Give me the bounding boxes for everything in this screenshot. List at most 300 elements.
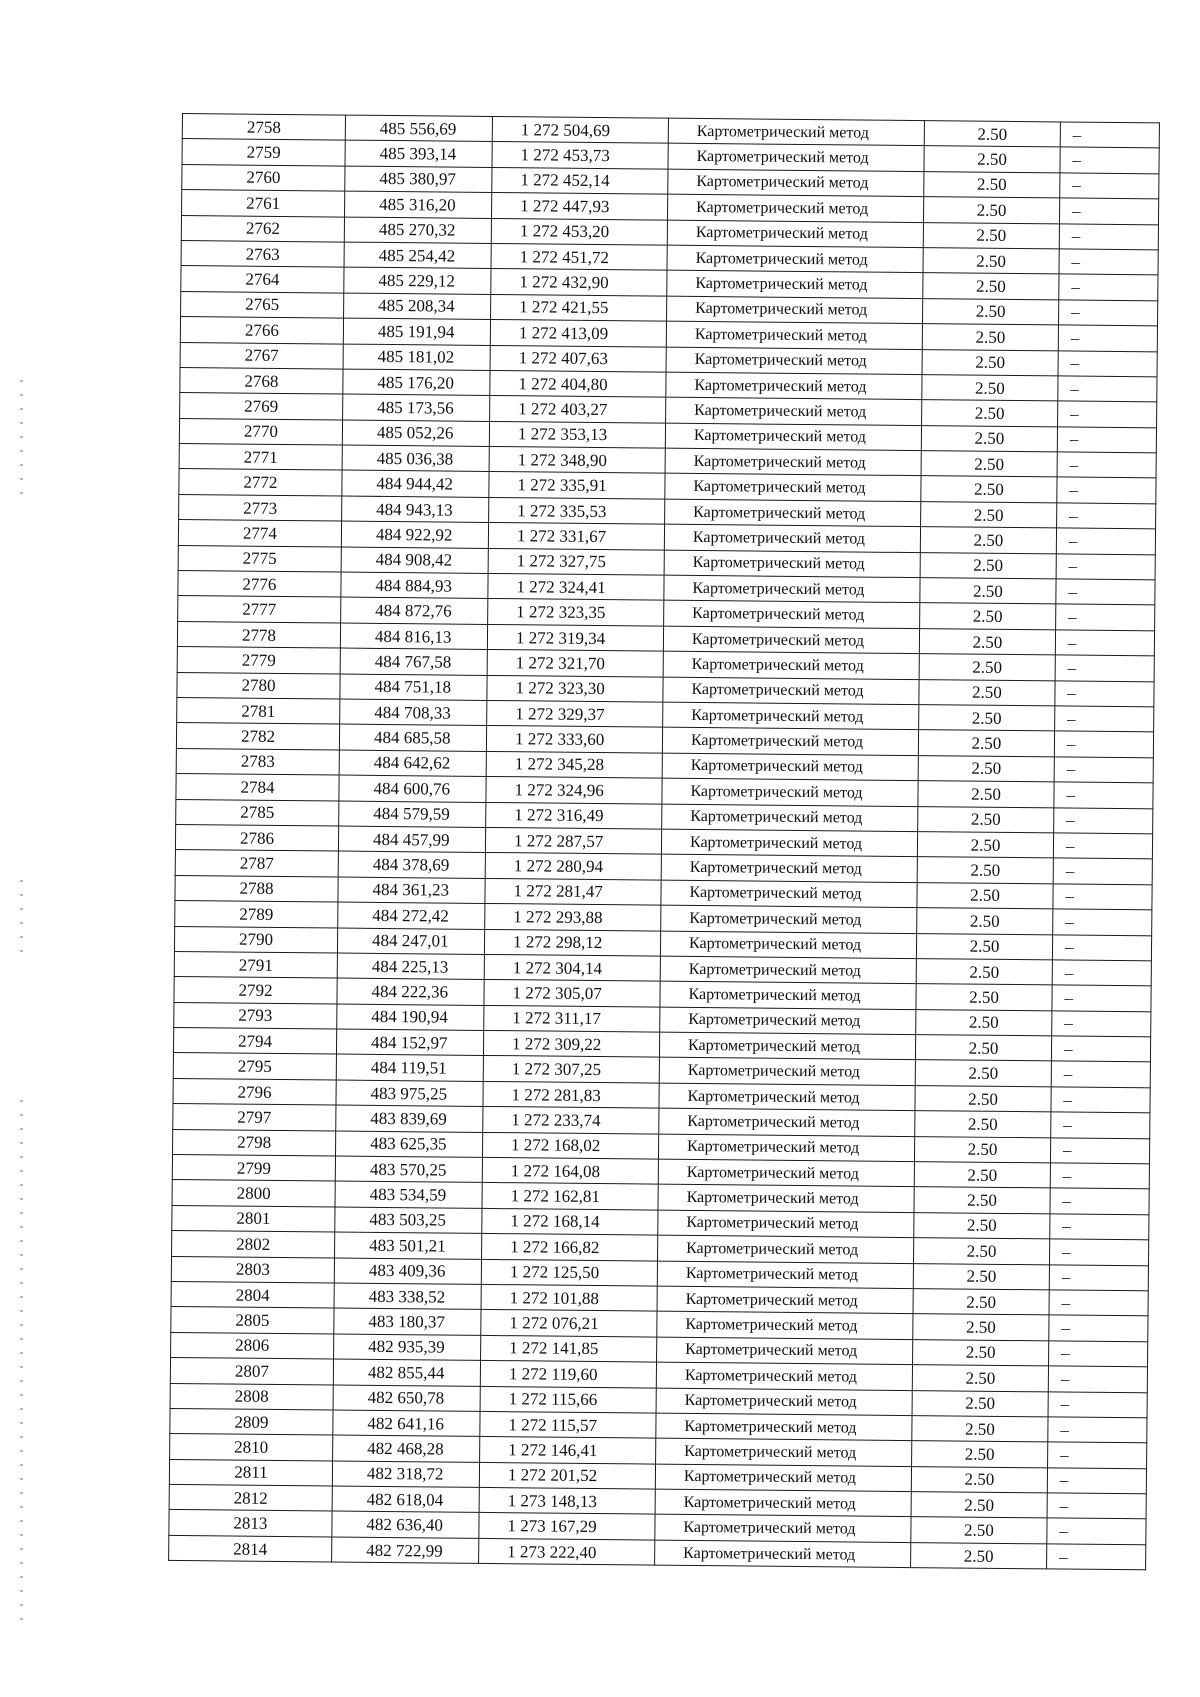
method-cell: Картометрический метод — [666, 372, 922, 400]
method-cell: Картометрический метод — [657, 1286, 913, 1314]
x-coordinate-cell: 483 975,25 — [336, 1080, 483, 1107]
point-number-cell: 2776 — [178, 571, 341, 598]
x-coordinate-cell: 482 618,04 — [332, 1486, 479, 1513]
note-cell: – — [1059, 249, 1158, 275]
method-cell: Картометрический метод — [668, 169, 924, 197]
accuracy-cell: 2.50 — [921, 476, 1057, 503]
x-coordinate-cell: 484 247,01 — [337, 928, 484, 955]
y-coordinate-cell: 1 272 319,34 — [487, 624, 663, 651]
method-cell: Картометрический метод — [659, 1058, 915, 1086]
point-number-cell: 2789 — [175, 901, 338, 928]
y-coordinate-cell: 1 272 447,93 — [492, 193, 668, 220]
method-cell: Картометрический метод — [668, 118, 924, 146]
point-number-cell: 2772 — [179, 469, 342, 496]
y-coordinate-cell: 1 272 345,28 — [486, 751, 662, 778]
x-coordinate-cell: 484 884,93 — [341, 572, 488, 599]
point-number-cell: 2808 — [170, 1383, 333, 1410]
point-number-cell: 2811 — [169, 1459, 332, 1486]
y-coordinate-cell: 1 272 421,55 — [491, 294, 667, 321]
note-cell: – — [1055, 655, 1154, 681]
note-cell: – — [1055, 630, 1154, 656]
x-coordinate-cell: 483 180,37 — [334, 1308, 481, 1335]
method-cell: Картометрический метод — [662, 804, 918, 832]
accuracy-cell: 2.50 — [917, 882, 1053, 909]
method-cell: Картометрический метод — [658, 1159, 914, 1187]
point-number-cell: 2807 — [170, 1358, 333, 1385]
y-coordinate-cell: 1 272 335,91 — [489, 472, 665, 499]
x-coordinate-cell: 484 579,59 — [339, 801, 486, 828]
x-coordinate-cell: 485 316,20 — [345, 191, 492, 218]
accuracy-cell: 2.50 — [923, 298, 1059, 325]
accuracy-cell: 2.50 — [914, 1162, 1050, 1189]
x-coordinate-cell: 482 722,99 — [332, 1537, 479, 1564]
x-coordinate-cell: 482 318,72 — [332, 1461, 479, 1488]
method-cell: Картометрический метод — [659, 1108, 915, 1136]
accuracy-cell: 2.50 — [912, 1441, 1048, 1468]
method-cell: Картометрический метод — [667, 245, 923, 273]
method-cell: Картометрический метод — [660, 981, 916, 1009]
point-number-cell: 2792 — [174, 977, 337, 1004]
accuracy-cell: 2.50 — [914, 1187, 1050, 1214]
method-cell: Картометрический метод — [662, 753, 918, 781]
y-coordinate-cell: 1 272 281,83 — [483, 1081, 659, 1108]
method-cell: Картометрический метод — [658, 1134, 914, 1162]
y-coordinate-cell: 1 272 280,94 — [485, 853, 661, 880]
method-cell: Картометрический метод — [658, 1235, 914, 1263]
accuracy-cell: 2.50 — [913, 1289, 1049, 1316]
accuracy-cell: 2.50 — [919, 679, 1055, 706]
accuracy-cell: 2.50 — [915, 1085, 1051, 1112]
x-coordinate-cell: 484 751,18 — [340, 674, 487, 701]
accuracy-cell: 2.50 — [916, 984, 1052, 1011]
note-cell: – — [1051, 1061, 1150, 1087]
y-coordinate-cell: 1 272 233,74 — [483, 1107, 659, 1134]
note-cell: – — [1054, 807, 1153, 833]
note-cell: – — [1060, 147, 1159, 173]
accuracy-cell: 2.50 — [923, 273, 1059, 300]
x-coordinate-cell: 484 152,97 — [336, 1029, 483, 1056]
point-number-cell: 2777 — [178, 596, 341, 623]
note-cell: – — [1057, 427, 1156, 453]
point-number-cell: 2793 — [174, 1002, 337, 1029]
y-coordinate-cell: 1 272 305,07 — [484, 980, 660, 1007]
accuracy-cell: 2.50 — [919, 628, 1055, 655]
accuracy-cell: 2.50 — [918, 806, 1054, 833]
accuracy-cell: 2.50 — [916, 933, 1052, 960]
x-coordinate-cell: 483 570,25 — [335, 1156, 482, 1183]
accuracy-cell: 2.50 — [911, 1542, 1047, 1569]
note-cell: – — [1053, 884, 1152, 910]
note-cell: – — [1048, 1366, 1147, 1392]
point-number-cell: 2775 — [178, 545, 341, 572]
point-number-cell: 2791 — [174, 951, 337, 978]
point-number-cell: 2763 — [181, 240, 344, 267]
accuracy-cell: 2.50 — [915, 1111, 1051, 1138]
accuracy-cell: 2.50 — [921, 425, 1057, 452]
accuracy-cell: 2.50 — [924, 121, 1060, 148]
point-number-cell: 2814 — [169, 1535, 332, 1562]
y-coordinate-cell: 1 272 115,57 — [480, 1411, 656, 1438]
point-number-cell: 2780 — [177, 672, 340, 699]
accuracy-cell: 2.50 — [919, 654, 1055, 681]
method-cell: Картометрический метод — [657, 1311, 913, 1339]
point-number-cell: 2766 — [180, 317, 343, 344]
method-cell: Картометрический метод — [659, 1032, 915, 1060]
x-coordinate-cell: 485 052,26 — [342, 420, 489, 447]
point-number-cell: 2785 — [176, 799, 339, 826]
accuracy-cell: 2.50 — [922, 375, 1058, 402]
x-coordinate-cell: 485 393,14 — [345, 140, 492, 167]
x-coordinate-cell: 484 272,42 — [338, 902, 485, 929]
y-coordinate-cell: 1 272 323,30 — [487, 675, 663, 702]
note-cell: – — [1054, 731, 1153, 757]
method-cell: Картометрический метод — [655, 1464, 911, 1492]
point-number-cell: 2800 — [172, 1180, 335, 1207]
accuracy-cell: 2.50 — [922, 349, 1058, 376]
y-coordinate-cell: 1 272 323,35 — [488, 599, 664, 626]
x-coordinate-cell: 484 767,58 — [340, 648, 487, 675]
accuracy-cell: 2.50 — [914, 1212, 1050, 1239]
method-cell: Картометрический метод — [656, 1413, 912, 1441]
point-number-cell: 2765 — [181, 291, 344, 318]
note-cell: – — [1050, 1163, 1149, 1189]
accuracy-cell: 2.50 — [912, 1390, 1048, 1417]
accuracy-cell: 2.50 — [918, 730, 1054, 757]
note-cell: – — [1049, 1290, 1148, 1316]
note-cell: – — [1056, 604, 1155, 630]
accuracy-cell: 2.50 — [919, 705, 1055, 732]
accuracy-cell: 2.50 — [914, 1136, 1050, 1163]
y-coordinate-cell: 1 272 125,50 — [481, 1259, 657, 1286]
accuracy-cell: 2.50 — [911, 1492, 1047, 1519]
accuracy-cell: 2.50 — [917, 832, 1053, 859]
method-cell: Картометрический метод — [660, 956, 916, 984]
accuracy-cell: 2.50 — [918, 755, 1054, 782]
method-cell: Картометрический метод — [663, 702, 919, 730]
note-cell: – — [1055, 681, 1154, 707]
y-coordinate-cell: 1 272 076,21 — [481, 1310, 657, 1337]
x-coordinate-cell: 484 872,76 — [341, 597, 488, 624]
accuracy-cell: 2.50 — [913, 1238, 1049, 1265]
method-cell: Картометрический метод — [656, 1388, 912, 1416]
method-cell: Картометрический метод — [667, 271, 923, 299]
x-coordinate-cell: 485 208,34 — [344, 293, 491, 320]
accuracy-cell: 2.50 — [915, 1060, 1051, 1087]
point-number-cell: 2794 — [173, 1028, 336, 1055]
note-cell: – — [1056, 554, 1155, 580]
y-coordinate-cell: 1 272 321,70 — [487, 650, 663, 677]
point-number-cell: 2806 — [171, 1332, 334, 1359]
accuracy-cell: 2.50 — [923, 222, 1059, 249]
method-cell: Картометрический метод — [660, 1007, 916, 1035]
y-coordinate-cell: 1 272 407,63 — [490, 345, 666, 372]
point-number-cell: 2774 — [178, 520, 341, 547]
y-coordinate-cell: 1 273 222,40 — [479, 1538, 655, 1565]
y-coordinate-cell: 1 272 432,90 — [491, 269, 667, 296]
note-cell: – — [1053, 909, 1152, 935]
method-cell: Картометрический метод — [665, 448, 921, 476]
method-cell: Картометрический метод — [655, 1540, 911, 1568]
point-number-cell: 2761 — [182, 190, 345, 217]
method-cell: Картометрический метод — [663, 626, 919, 654]
y-coordinate-cell: 1 272 304,14 — [484, 954, 660, 981]
method-cell: Картометрический метод — [665, 423, 921, 451]
x-coordinate-cell: 484 922,92 — [341, 521, 488, 548]
note-cell: – — [1050, 1188, 1149, 1214]
y-coordinate-cell: 1 273 148,13 — [479, 1488, 655, 1515]
accuracy-cell: 2.50 — [917, 857, 1053, 884]
y-coordinate-cell: 1 272 168,14 — [482, 1208, 658, 1235]
note-cell: – — [1059, 223, 1158, 249]
point-number-cell: 2767 — [180, 342, 343, 369]
y-coordinate-cell: 1 272 115,66 — [480, 1386, 656, 1413]
method-cell: Картометрический метод — [655, 1489, 911, 1517]
y-coordinate-cell: 1 272 335,53 — [489, 497, 665, 524]
note-cell: – — [1054, 757, 1153, 783]
x-coordinate-cell: 484 685,58 — [339, 724, 486, 751]
accuracy-cell: 2.50 — [912, 1415, 1048, 1442]
coordinates-table-body — [169, 114, 1160, 1571]
y-coordinate-cell: 1 272 146,41 — [480, 1437, 656, 1464]
x-coordinate-cell: 484 600,76 — [339, 775, 486, 802]
note-cell: – — [1058, 401, 1157, 427]
accuracy-cell: 2.50 — [920, 578, 1056, 605]
x-coordinate-cell: 483 503,25 — [335, 1207, 482, 1234]
point-number-cell: 2787 — [175, 850, 338, 877]
note-cell: – — [1055, 706, 1154, 732]
note-cell: – — [1060, 122, 1159, 148]
y-coordinate-cell: 1 272 162,81 — [482, 1183, 658, 1210]
x-coordinate-cell: 483 338,52 — [334, 1283, 481, 1310]
note-cell: – — [1059, 198, 1158, 224]
x-coordinate-cell: 485 173,56 — [343, 394, 490, 421]
scan-margin-noise — [20, 380, 23, 500]
point-number-cell: 2782 — [176, 723, 339, 750]
y-coordinate-cell: 1 272 348,90 — [489, 447, 665, 474]
point-number-cell: 2779 — [177, 647, 340, 674]
note-cell: – — [1047, 1493, 1146, 1519]
accuracy-cell: 2.50 — [923, 197, 1059, 224]
x-coordinate-cell: 484 457,99 — [338, 826, 485, 853]
x-coordinate-cell: 482 855,44 — [333, 1359, 480, 1386]
method-cell: Картометрический метод — [667, 194, 923, 222]
y-coordinate-cell: 1 272 287,57 — [485, 827, 661, 854]
y-coordinate-cell: 1 272 353,13 — [489, 421, 665, 448]
point-number-cell: 2771 — [179, 444, 342, 471]
accuracy-cell: 2.50 — [920, 552, 1056, 579]
accuracy-cell: 2.50 — [913, 1263, 1049, 1290]
accuracy-cell: 2.50 — [916, 1009, 1052, 1036]
point-number-cell: 2768 — [180, 367, 343, 394]
x-coordinate-cell: 484 908,42 — [341, 547, 488, 574]
x-coordinate-cell: 485 176,20 — [343, 369, 490, 396]
y-coordinate-cell: 1 272 316,49 — [486, 802, 662, 829]
x-coordinate-cell: 484 816,13 — [340, 623, 487, 650]
note-cell: – — [1052, 1011, 1151, 1037]
method-cell: Картометрический метод — [667, 296, 923, 324]
note-cell: – — [1049, 1341, 1148, 1367]
accuracy-cell: 2.50 — [913, 1314, 1049, 1341]
note-cell: – — [1049, 1315, 1148, 1341]
note-cell: – — [1050, 1138, 1149, 1164]
y-coordinate-cell: 1 272 293,88 — [485, 904, 661, 931]
method-cell: Картометрический метод — [660, 931, 916, 959]
coordinates-table — [168, 113, 1160, 1571]
scan-margin-noise — [20, 1100, 23, 1620]
note-cell: – — [1053, 858, 1152, 884]
y-coordinate-cell: 1 272 281,47 — [485, 878, 661, 905]
y-coordinate-cell: 1 272 298,12 — [484, 929, 660, 956]
method-cell: Картометрический метод — [666, 397, 922, 425]
x-coordinate-cell: 483 534,59 — [335, 1181, 482, 1208]
note-cell: – — [1052, 985, 1151, 1011]
method-cell: Картометрический метод — [657, 1261, 913, 1289]
accuracy-cell: 2.50 — [923, 248, 1059, 275]
point-number-cell: 2769 — [180, 393, 343, 420]
note-cell: – — [1047, 1468, 1146, 1494]
x-coordinate-cell: 483 501,21 — [335, 1232, 482, 1259]
y-coordinate-cell: 1 273 167,29 — [479, 1513, 655, 1540]
point-number-cell: 2781 — [177, 697, 340, 724]
note-cell: – — [1060, 173, 1159, 199]
x-coordinate-cell: 484 190,94 — [337, 1004, 484, 1031]
note-cell: – — [1052, 960, 1151, 986]
x-coordinate-cell: 485 270,32 — [344, 217, 491, 244]
y-coordinate-cell: 1 272 333,60 — [486, 726, 662, 753]
point-number-cell: 2758 — [182, 114, 345, 141]
x-coordinate-cell: 484 119,51 — [336, 1054, 483, 1081]
note-cell: – — [1050, 1214, 1149, 1240]
x-coordinate-cell: 485 181,02 — [343, 344, 490, 371]
point-number-cell: 2783 — [176, 748, 339, 775]
point-number-cell: 2788 — [175, 875, 338, 902]
x-coordinate-cell: 485 254,42 — [344, 242, 491, 269]
method-cell: Картометрический метод — [667, 220, 923, 248]
point-number-cell: 2760 — [182, 164, 345, 191]
note-cell: – — [1058, 325, 1157, 351]
y-coordinate-cell: 1 272 141,85 — [481, 1335, 657, 1362]
note-cell: – — [1047, 1544, 1146, 1570]
y-coordinate-cell: 1 272 404,80 — [490, 370, 666, 397]
point-number-cell: 2802 — [172, 1231, 335, 1258]
note-cell: – — [1051, 1036, 1150, 1062]
y-coordinate-cell: 1 272 403,27 — [490, 396, 666, 423]
method-cell: Картометрический метод — [656, 1362, 912, 1390]
accuracy-cell: 2.50 — [916, 958, 1052, 985]
y-coordinate-cell: 1 272 451,72 — [491, 243, 667, 270]
method-cell: Картометрический метод — [658, 1185, 914, 1213]
x-coordinate-cell: 484 378,69 — [338, 851, 485, 878]
y-coordinate-cell: 1 272 413,09 — [490, 320, 666, 347]
method-cell: Картометрический метод — [657, 1337, 913, 1365]
y-coordinate-cell: 1 272 309,22 — [483, 1031, 659, 1058]
note-cell: – — [1048, 1442, 1147, 1468]
note-cell: – — [1051, 1087, 1150, 1113]
method-cell: Картометрический метод — [655, 1515, 911, 1543]
x-coordinate-cell: 482 468,28 — [333, 1435, 480, 1462]
point-number-cell: 2784 — [176, 774, 339, 801]
y-coordinate-cell: 1 272 311,17 — [484, 1005, 660, 1032]
y-coordinate-cell: 1 272 164,08 — [482, 1157, 658, 1184]
accuracy-cell: 2.50 — [922, 324, 1058, 351]
x-coordinate-cell: 482 641,16 — [333, 1410, 480, 1437]
method-cell: Картометрический метод — [666, 347, 922, 375]
point-number-cell: 2786 — [175, 824, 338, 851]
x-coordinate-cell: 484 361,23 — [338, 877, 485, 904]
point-number-cell: 2812 — [169, 1485, 332, 1512]
point-number-cell: 2764 — [181, 266, 344, 293]
y-coordinate-cell: 1 272 307,25 — [483, 1056, 659, 1083]
x-coordinate-cell: 484 708,33 — [340, 699, 487, 726]
x-coordinate-cell: 484 222,36 — [337, 978, 484, 1005]
point-number-cell: 2797 — [173, 1104, 336, 1131]
y-coordinate-cell: 1 272 504,69 — [492, 116, 668, 143]
y-coordinate-cell: 1 272 329,37 — [487, 700, 663, 727]
method-cell: Картометрический метод — [664, 575, 920, 603]
point-number-cell: 2798 — [173, 1129, 336, 1156]
x-coordinate-cell: 482 650,78 — [333, 1385, 480, 1412]
note-cell: – — [1047, 1518, 1146, 1544]
method-cell: Картометрический метод — [658, 1210, 914, 1238]
y-coordinate-cell: 1 272 168,02 — [482, 1132, 658, 1159]
note-cell: – — [1058, 376, 1157, 402]
point-number-cell: 2795 — [173, 1053, 336, 1080]
point-number-cell: 2799 — [172, 1154, 335, 1181]
method-cell: Картометрический метод — [664, 601, 920, 629]
point-number-cell: 2796 — [173, 1078, 336, 1105]
method-cell: Картометрический метод — [663, 651, 919, 679]
x-coordinate-cell: 485 036,38 — [342, 445, 489, 472]
method-cell: Картометрический метод — [661, 905, 917, 933]
note-cell: – — [1051, 1112, 1150, 1138]
note-cell: – — [1057, 477, 1156, 503]
point-number-cell: 2813 — [169, 1510, 332, 1537]
method-cell: Картометрический метод — [664, 550, 920, 578]
note-cell: – — [1056, 528, 1155, 554]
method-cell: Картометрический метод — [665, 474, 921, 502]
note-cell: – — [1048, 1391, 1147, 1417]
note-cell: – — [1059, 300, 1158, 326]
point-number-cell: 2773 — [179, 494, 342, 521]
accuracy-cell: 2.50 — [917, 908, 1053, 935]
point-number-cell: 2803 — [171, 1256, 334, 1283]
note-cell: – — [1049, 1264, 1148, 1290]
method-cell: Картометрический метод — [663, 677, 919, 705]
point-number-cell: 2810 — [170, 1434, 333, 1461]
y-coordinate-cell: 1 272 324,41 — [488, 573, 664, 600]
note-cell: – — [1052, 934, 1151, 960]
note-cell: – — [1054, 782, 1153, 808]
y-coordinate-cell: 1 272 324,96 — [486, 777, 662, 804]
x-coordinate-cell: 485 191,94 — [343, 318, 490, 345]
method-cell: Картометрический метод — [661, 854, 917, 882]
accuracy-cell: 2.50 — [913, 1339, 1049, 1366]
accuracy-cell: 2.50 — [912, 1365, 1048, 1392]
accuracy-cell: 2.50 — [921, 451, 1057, 478]
accuracy-cell: 2.50 — [921, 501, 1057, 528]
method-cell: Картометрический метод — [662, 778, 918, 806]
accuracy-cell: 2.50 — [911, 1517, 1047, 1544]
x-coordinate-cell: 482 935,39 — [334, 1334, 481, 1361]
y-coordinate-cell: 1 272 201,52 — [479, 1462, 655, 1489]
x-coordinate-cell: 483 839,69 — [336, 1105, 483, 1132]
x-coordinate-cell: 484 642,62 — [339, 750, 486, 777]
accuracy-cell: 2.50 — [924, 171, 1060, 198]
y-coordinate-cell: 1 272 166,82 — [482, 1234, 658, 1261]
x-coordinate-cell: 483 625,35 — [335, 1131, 482, 1158]
point-number-cell: 2805 — [171, 1307, 334, 1334]
y-coordinate-cell: 1 272 327,75 — [488, 548, 664, 575]
